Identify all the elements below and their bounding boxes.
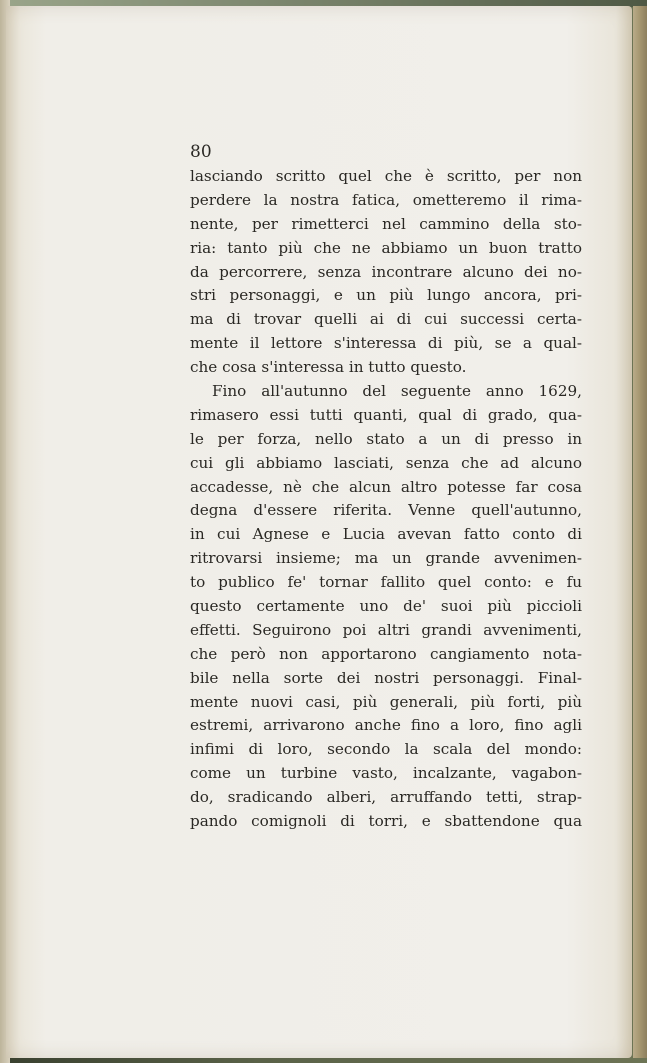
text-line: le per forza, nello stato a un di presso in xyxy=(190,429,582,448)
text-line: rimasero essi tutti quanti, qual di grado, qua- xyxy=(190,405,582,424)
text-line: effetti. Seguirono poi altri grandi avvenimenti, xyxy=(190,620,582,639)
text-line: degna d'essere riferita. Venne quell'autunno, xyxy=(190,501,582,520)
text-line: infimi di loro, secondo la scala del mondo: xyxy=(190,740,582,759)
text-line: in cui Agnese e Lucia avevan fatto conto di xyxy=(190,525,582,544)
text-line: che cosa s'interessa in tutto questo. xyxy=(190,358,467,377)
text-line: che però non apportarono cangiamento nota- xyxy=(190,644,582,663)
text-line: pando comignoli di torri, e sbattendone qua xyxy=(190,812,582,831)
text-line: perdere la nostra fatica, ometteremo il rima- xyxy=(190,190,582,209)
text-line: come un turbine vasto, incalzante, vagabon- xyxy=(190,764,582,783)
text-line: stri personaggi, e un più lungo ancora, pri- xyxy=(190,286,582,305)
text-line: Fino all'autunno del seguente anno 1629, xyxy=(212,382,582,401)
text-line: mente nuovi casi, più generali, più forti, più xyxy=(190,692,582,711)
page-stack-edge xyxy=(633,6,647,1058)
text-line: lasciando scritto quel che è scritto, per non xyxy=(190,167,582,185)
text-line: do, sradicando alberi, arruffando tetti, strap- xyxy=(190,788,582,807)
text-line: estremi, arrivarono anche fino a loro, fino agli xyxy=(190,716,582,735)
text-line: nente, per rimetterci nel cammino della sto- xyxy=(190,214,582,233)
page-number: 80 xyxy=(190,142,212,162)
body-text xyxy=(190,165,582,834)
text-line: ma di trovar quelli ai di cui successi certa- xyxy=(190,310,582,329)
text-line: questo certamente uno de' suoi più piccioli xyxy=(190,597,582,616)
text-line: mente il lettore s'interessa di più, se a qual- xyxy=(190,334,582,353)
text-line: da percorrere, senza incontrare alcuno dei no- xyxy=(190,262,582,281)
text-block xyxy=(190,140,582,834)
text-line: cui gli abbiamo lasciati, senza che ad alcuno xyxy=(190,453,582,472)
text-line: accadesse, nè che alcun altro potesse far cosa xyxy=(190,477,582,496)
text-line: to publico fe' tornar fallito quel conto: e fu xyxy=(190,573,582,592)
text-line: ritrovarsi insieme; ma un grande avvenimen- xyxy=(190,549,582,568)
text-line: bile nella sorte dei nostri personaggi. Final- xyxy=(190,668,582,687)
text-line: ria: tanto più che ne abbiamo un buon tratto xyxy=(190,238,582,257)
